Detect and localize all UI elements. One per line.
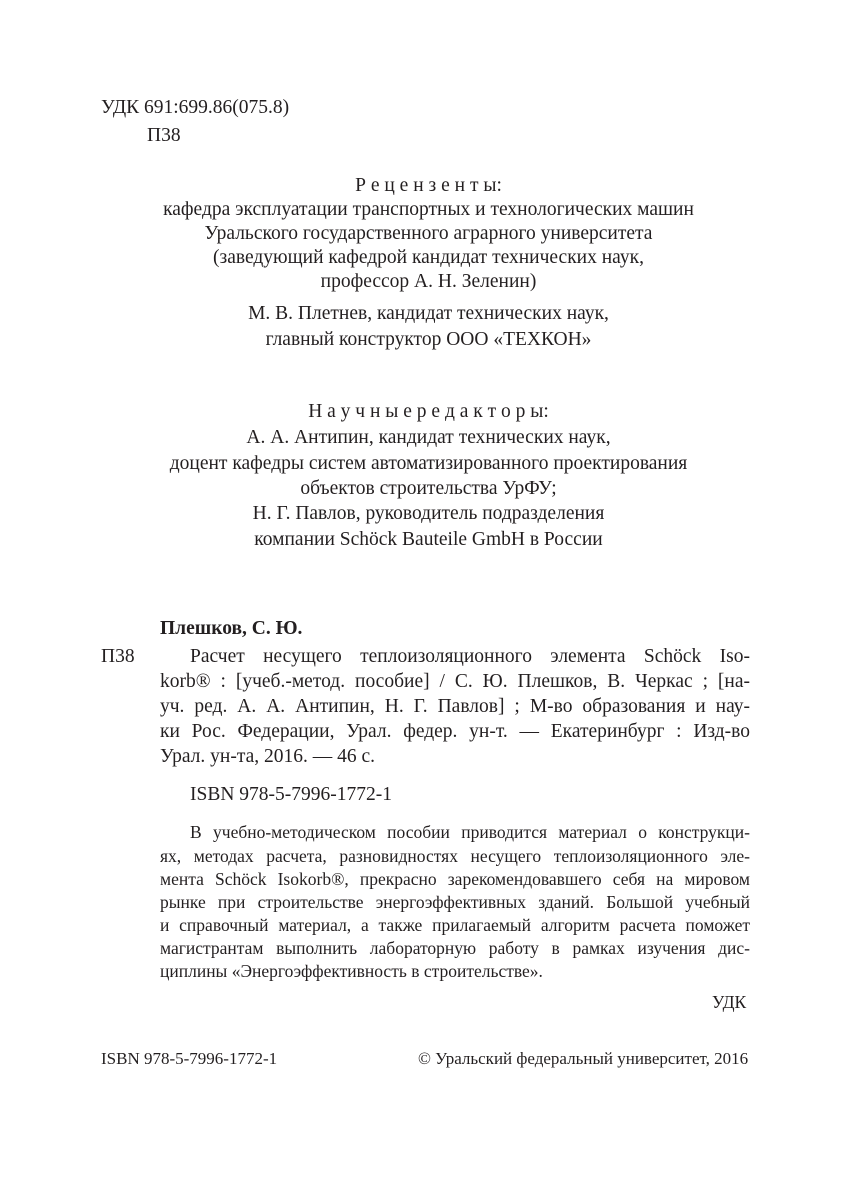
reviewer-line: профессор А. Н. Зеленин) <box>320 271 537 292</box>
reviewer-line: кафедра эксплуатации транспортных и технологических машин <box>163 199 694 220</box>
reviewer-line: М. В. Плетнев, кандидат технических наук, <box>248 303 609 324</box>
bib-isbn: ISBN 978-5-7996-1772-1 <box>190 784 393 805</box>
abstract-line: В учебно-методическом пособии приводится материал о конструкци- <box>190 822 750 842</box>
reviewers-heading: Р е ц е н з е н т ы: <box>355 175 502 196</box>
abstract-line: мента Schöck Isokorb®, прекрасно зарекомендовавшего себя на мировом <box>160 869 750 889</box>
bib-line: уч. ред. А. А. Антипин, Н. Г. Павлов] ; М-во образования и нау- <box>160 696 750 717</box>
udc-index: П38 <box>147 125 181 146</box>
reviewer-line: главный конструктор ООО «ТЕХКОН» <box>265 329 592 350</box>
abstract-udc-label: УДК <box>712 992 747 1012</box>
footer-isbn: ISBN 978-5-7996-1772-1 <box>101 1049 278 1068</box>
footer-copyright: © Уральский федеральный университет, 2016 <box>418 1049 749 1068</box>
bib-index: П38 <box>101 646 135 667</box>
reviewer-line: (заведующий кафедрой кандидат технических наук, <box>213 247 644 268</box>
bib-line: Урал. ун-та, 2016. — 46 с. <box>160 746 376 767</box>
editor-line: А. А. Антипин, кандидат технических наук, <box>246 427 611 448</box>
bib-line: ки Рос. Федерации, Урал. федер. ун-т. — Екатеринбург : Изд-во <box>160 721 750 742</box>
abstract-line: магистрантам выполнить лабораторную работу в рамках изучения дис- <box>160 938 750 958</box>
editors-heading: Н а у ч н ы е р е д а к т о р ы: <box>308 401 549 422</box>
udc-code: УДК 691:699.86(075.8) <box>101 97 290 118</box>
abstract-line: рынке при строительстве энергоэффективных зданий. Большой учебный <box>160 892 750 912</box>
abstract-line: ях, методах расчета, разновидностях несущего теплоизоляционного эле- <box>160 846 750 866</box>
editor-line: компании Schöck Bauteile GmbH в России <box>254 529 603 550</box>
editor-line: объектов строительства УрФУ; <box>300 478 557 499</box>
abstract-line: циплины «Энергоэффективность в строительстве». <box>160 961 543 981</box>
reviewer-line: Уральского государственного аграрного университета <box>204 223 653 244</box>
bib-line: korb® : [учеб.-метод. пособие] / С. Ю. Плешков, В. Черкас ; [на- <box>160 671 750 692</box>
bib-author: Плешков, С. Ю. <box>160 618 303 639</box>
abstract-line: и справочный материал, а также прилагаемый алгоритм расчета поможет <box>160 915 750 935</box>
editor-line: Н. Г. Павлов, руководитель подразделения <box>252 503 605 524</box>
bib-line: Расчет несущего теплоизоляционного элемента Schöck Iso- <box>190 646 750 667</box>
editor-line: доцент кафедры систем автоматизированного проектирования <box>169 453 688 474</box>
